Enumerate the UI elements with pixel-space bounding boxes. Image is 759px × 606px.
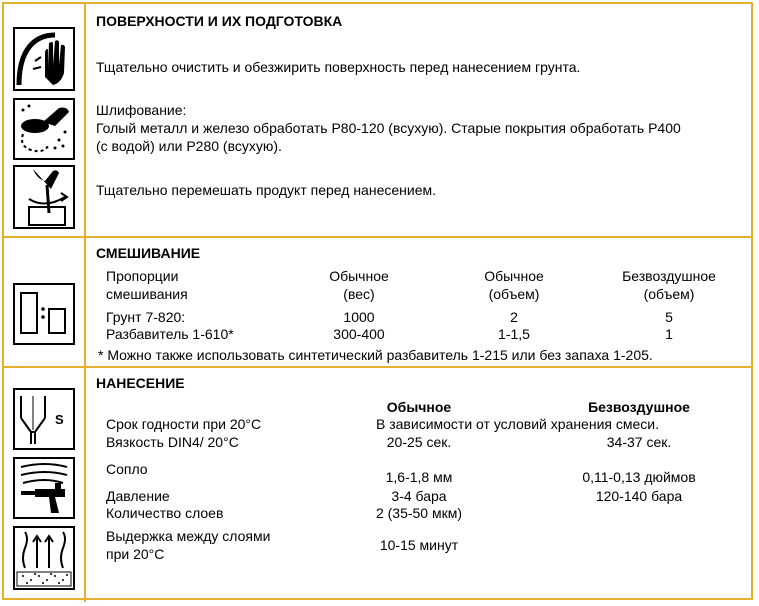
application-title: НАНЕСЕНИЕ [96, 375, 185, 391]
cup-letter: S [55, 412, 64, 427]
clean-instruction: Тщательно очистить и обезжирить поверхность перед нанесением грунта. [96, 59, 581, 75]
viscosity-label: Вязкость DIN4/ 20°C [106, 434, 239, 450]
viscosity-cup-icon [13, 388, 75, 450]
stir-instruction: Тщательно перемешать продукт перед нанесением. [96, 182, 436, 198]
nozzle-conventional: 1,6-1,8 мм [385, 469, 453, 485]
mixing-icon-column [84, 238, 86, 368]
application-section [4, 366, 751, 602]
surface-section [4, 2, 751, 236]
surface-title: ПОВЕРХНОСТИ И ИХ ПОДГОТОВКА [96, 13, 343, 29]
mixing-title: СМЕШИВАНИЕ [96, 245, 201, 261]
application-icon-column [84, 368, 86, 602]
flash-off-label-2: при 20°C [106, 546, 165, 562]
flash-off-heat-icon [13, 526, 75, 590]
row-primer-volume: 2 [510, 309, 518, 325]
mixing-note: * Можно также использовать синтетический разбавитель 1-215 или без запаха 1-205. [98, 347, 653, 363]
stirring-icon [13, 165, 75, 229]
row-thinner-volume: 1-1,5 [498, 326, 530, 342]
coats-label: Количество слоев [106, 505, 224, 521]
col-volume-head-2: (объем) [488, 286, 540, 302]
data-sheet-frame [2, 2, 753, 600]
row-thinner-airless: 1 [665, 326, 673, 342]
row-primer-weight: 1000 [343, 309, 375, 325]
spray-gun-icon [13, 457, 75, 519]
flash-off-label-1: Выдержка между слоями [106, 528, 271, 544]
flash-off-conventional: 10-15 минут [379, 537, 459, 553]
row-primer-name: Грунт 7-820: [106, 309, 186, 325]
nozzle-label: Сопло [106, 461, 148, 477]
col-airless-head-2: (объем) [643, 286, 695, 302]
pressure-airless: 120-140 бара [595, 488, 683, 504]
mixing-ratio-icon [13, 283, 75, 345]
surface-icon-column [84, 2, 86, 236]
col-airless-head: Безвоздушное [588, 399, 690, 415]
viscosity-conventional: 20-25 сек. [386, 434, 452, 450]
col-weight-head-2: (вес) [343, 286, 375, 302]
sanding-line-2: (с водой) или P280 (всухую). [96, 138, 282, 154]
pressure-conventional: 3-4 бара [391, 488, 447, 504]
col-volume-head-1: Обычное [484, 268, 544, 284]
ratio-label-2: смешивания [106, 286, 188, 302]
pressure-label: Давление [106, 488, 170, 504]
nozzle-airless: 0,11-0,13 дюймов [582, 469, 696, 485]
sanding-title: Шлифование: [96, 102, 187, 118]
mixing-section [4, 236, 751, 368]
col-weight-head-1: Обычное [329, 268, 389, 284]
viscosity-airless: 34-37 сек. [606, 434, 672, 450]
row-primer-airless: 5 [665, 309, 673, 325]
row-thinner-name: Разбавитель 1-610* [106, 326, 234, 342]
coats-conventional: 2 (35-50 мкм) [375, 505, 463, 521]
sanding-icon [13, 98, 75, 160]
hand-cleaning-icon [13, 27, 75, 91]
sanding-line-1: Голый металл и железо обработать P80-120 (всухую). Старые покрытия обработать P400 [96, 120, 681, 136]
col-conventional-head: Обычное [386, 399, 452, 415]
row-thinner-weight: 300-400 [333, 326, 385, 342]
pot-life-value: В зависимости от условий хранения смеси. [376, 416, 659, 432]
pot-life-label: Срок годности при 20°C [106, 416, 262, 432]
ratio-label-1: Пропорции [106, 268, 179, 284]
col-airless-head-1: Безвоздушное [622, 268, 716, 284]
